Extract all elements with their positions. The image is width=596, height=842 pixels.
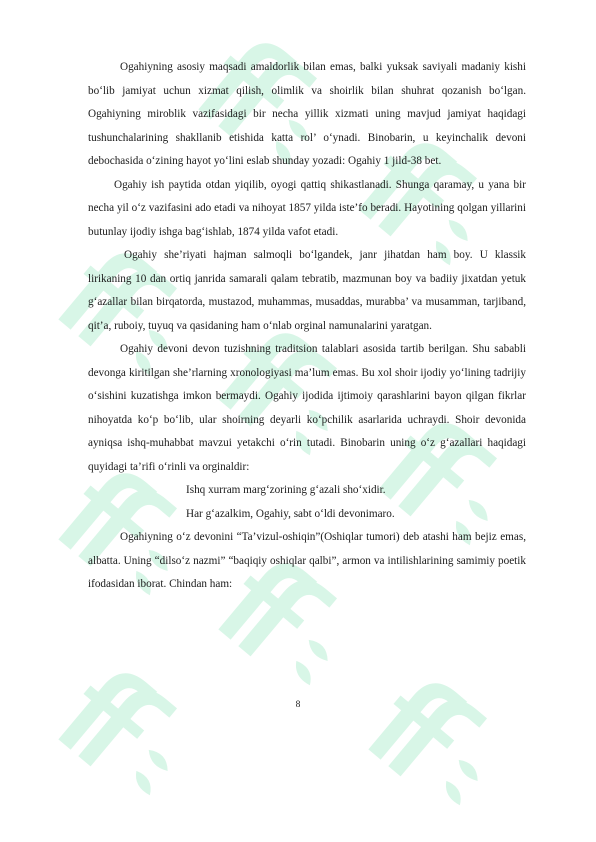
paragraph: Ogahiyning asosiy maqsadi amaldorlik bilan emas, balki yuksak saviyali madaniy kishi bo‘lib jamiyat uchun xizmat qilish, olimlik va shoirlik bilan shuhrat qozanish bo‘lgan. Ogahiyning miroblik vazifasidagi bir necha yillik xizmati uning mavjud jamiyat haqidagi tushunchalarining shakllanib etishida katta rol’ o‘ynadi. Binobarin, u keyinchalik devoni debochasida o‘zining hayot yo‘lini eslab shunday yozadi: Ogahiy 1 jild-38 bet. xyxy=(88,61,526,167)
paragraph: Ogahiy devoni devon tuzishning traditsion talablari asosida tartib berilgan. Shu sababli devonga kiritilgan she’rlarning xronologiyasi ma’lum emas. Bu xol shoir ijodiy yo‘lining tadrijiy o‘sishini kuzatishga imkon bermaydi. Ogahiy ijodida ijtimoiy qarashlarini bayon qilgan fikrlar nihoyatda ko‘p bo‘lib, ular shoirning deyarli ko‘pchilik asarlarida uchraydi. Shoir devonida ayniqsa ishq-muhabbat mavzui yetakchi o‘rin tutadi. Binobarin uning o‘z g‘azallari haqidagi quyidagi ta’rifi o‘rinli va orginaldir: xyxy=(88,343,526,473)
watermark-logo-icon xyxy=(51,656,204,807)
paragraph: Ogahiy she’riyati hajman salmoqli bo‘lgandek, janr jihatdan ham boy. U klassik lirikaning 10 dan ortiq janrida samarali qalam tebratib, mazmunan boy va badiiy jixatdan yetuk g‘azallar bilan birqatorda, mustazod, muhammas, musaddas, murabba’ va musamman, tarjiband, qit’a, ruboiy, tuyuq va qasidaning ham o‘nlab orginal namunalarini yaratgan. xyxy=(88,249,526,332)
paragraph: Ogahiyning o‘z devonini “Ta’vizul-oshiqin”(Oshiqlar tumori) deb atashi ham bejiz emas, albatta. Uning “dilso‘z nazmi” “baqiqiy oshiqlar qalbi”, armon va intilishlarining samimiy poetik ifodasidan iborat. Chindan ham: xyxy=(88,531,526,590)
verse-line: Ishq xurram marg‘zorining g‘azali sho‘xidir. xyxy=(186,484,386,496)
page-number: 8 xyxy=(295,700,301,710)
paragraph: Ogahiy ish paytida otdan yiqilib, oyogi qattiq shikastlanadi. Shunga qaramay, u yana bir necha yil o‘z vazifasini ado etadi va nihoyat 1857 yilda iste’fo beradi. Hayotining qolgan yillarini butunlay ijodiy ishga bag‘ishlab, 1874 yilda vafot etadi. xyxy=(88,178,526,238)
watermark-logo-icon xyxy=(361,666,514,817)
verse-line: Har g‘azalkim, Ogahiy, sabt o‘ldi devonimaro. xyxy=(186,507,395,520)
body-text xyxy=(88,56,526,597)
